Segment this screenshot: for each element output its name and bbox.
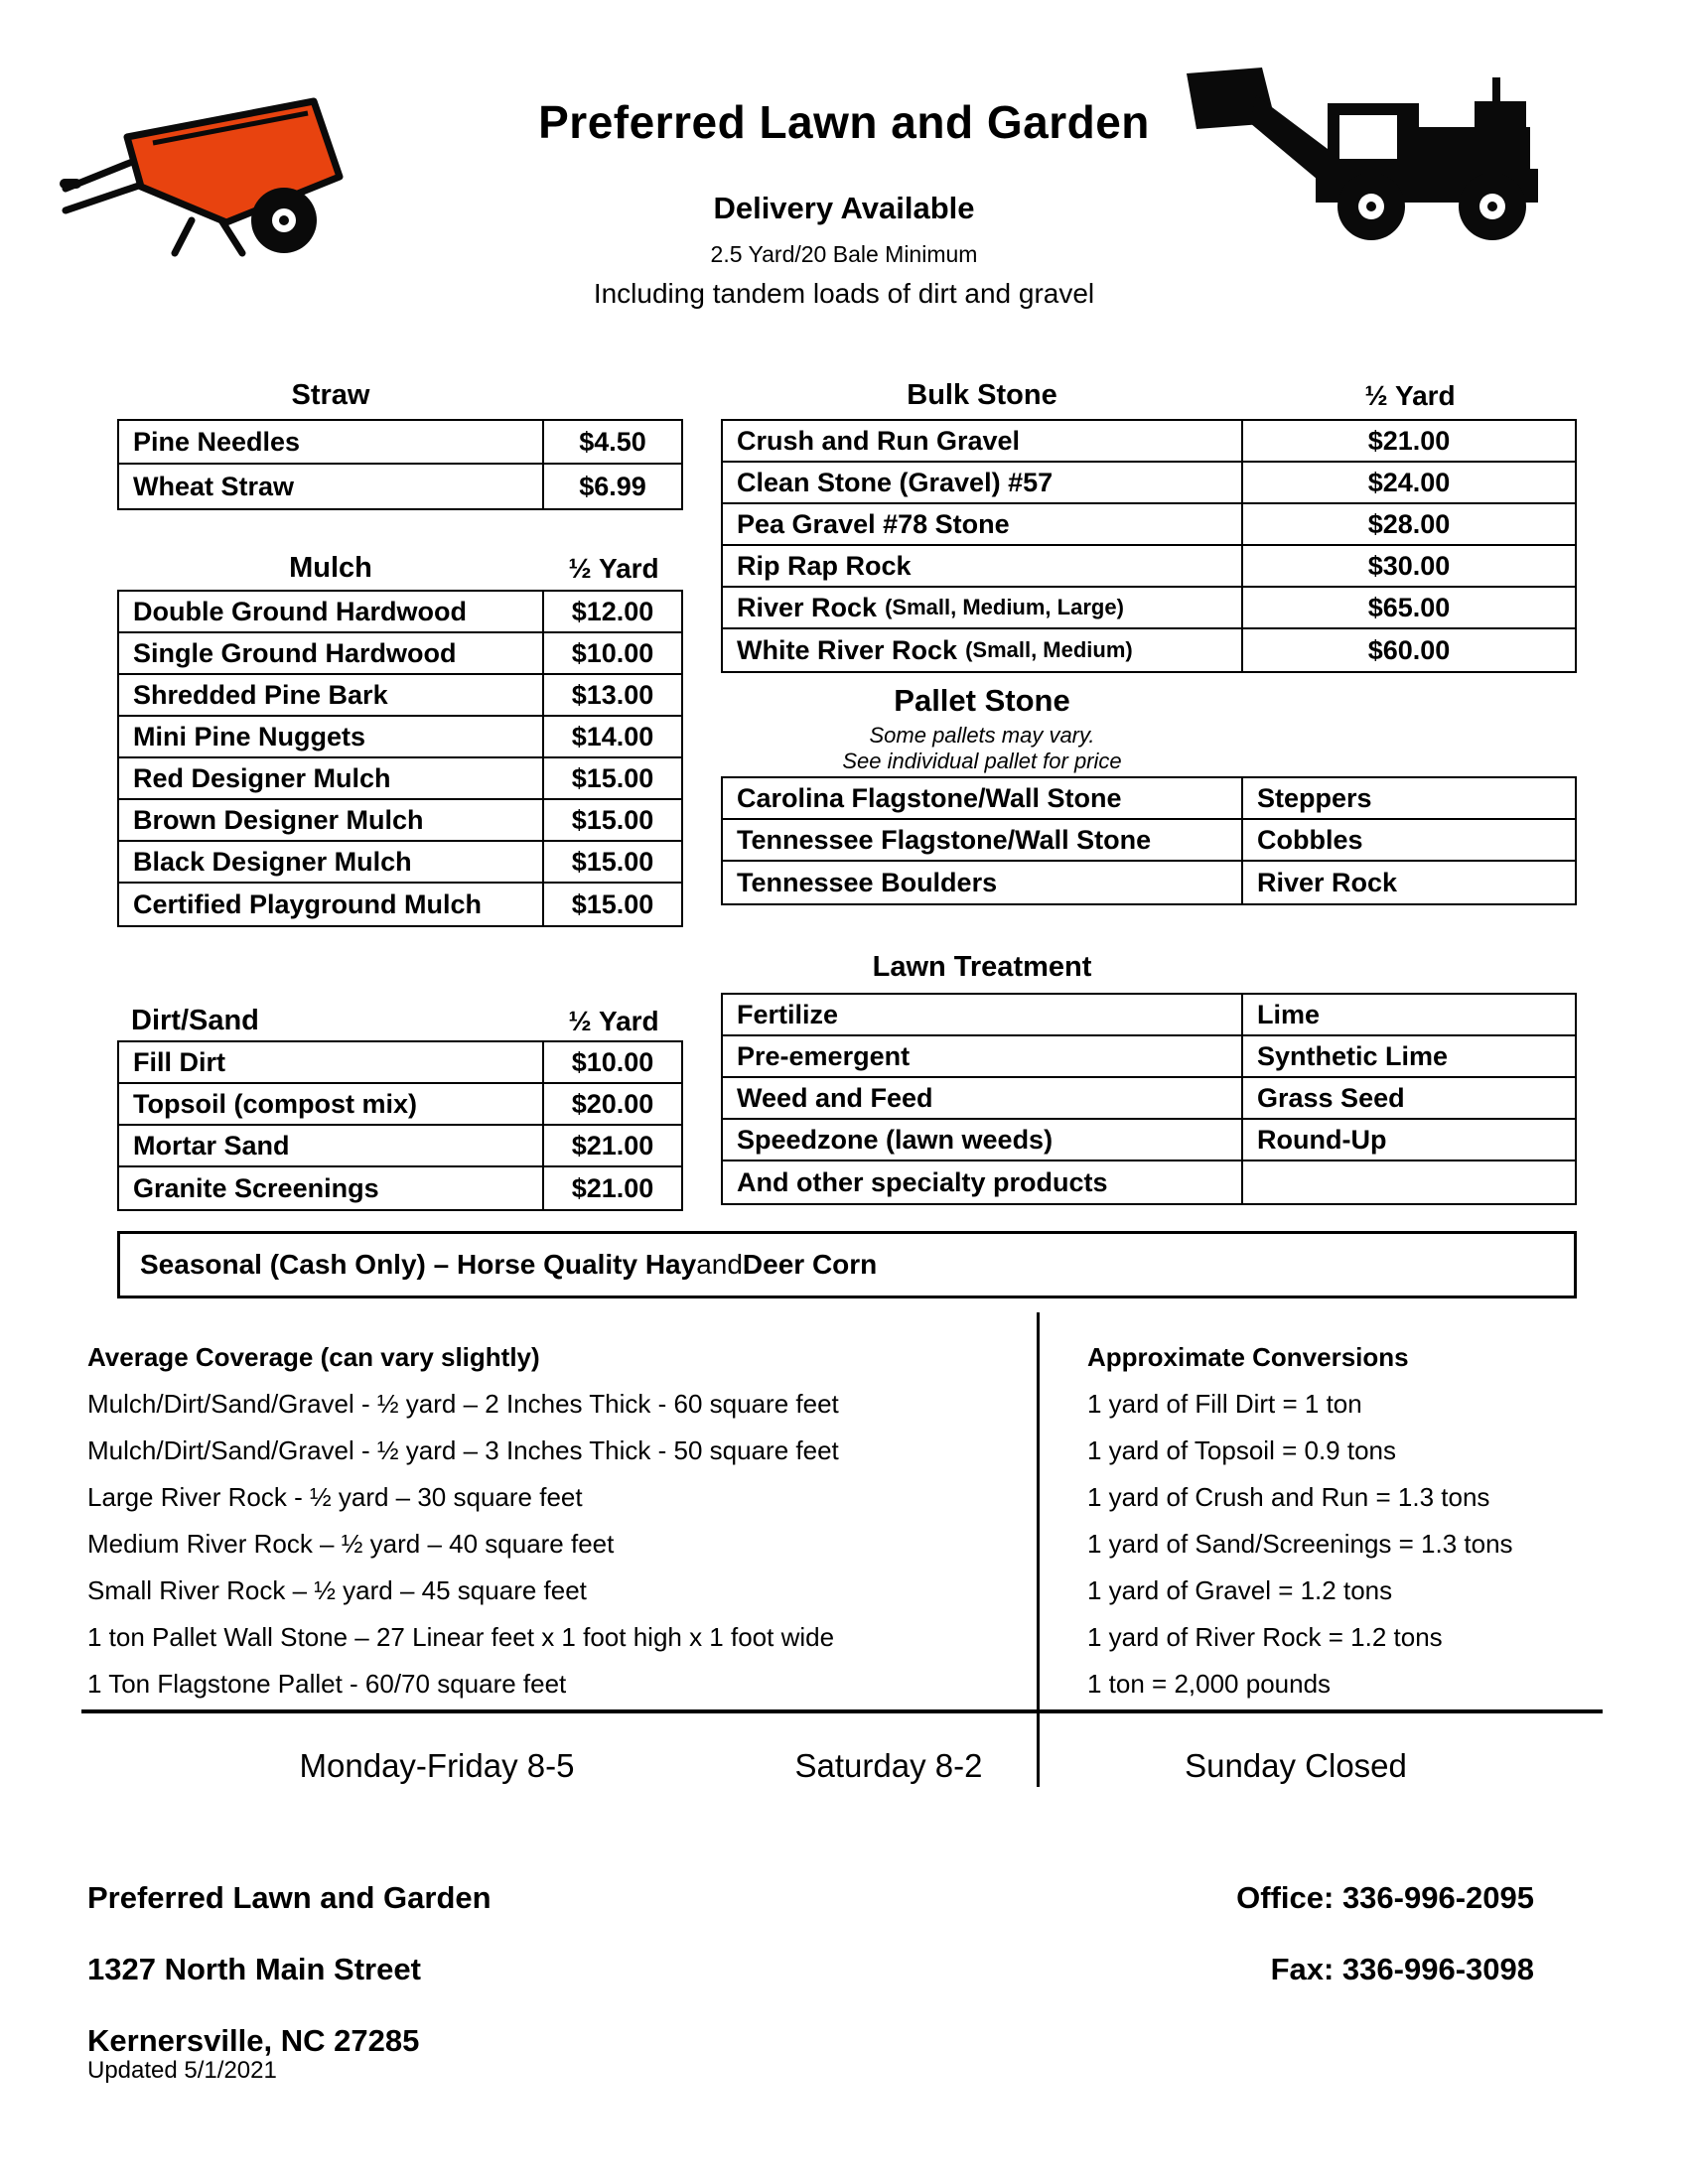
hours-weekdays: Monday-Friday 8-5: [299, 1747, 575, 1784]
table-row: Rip Rap Rock $30.00: [723, 546, 1575, 588]
table-row: Fertilize Lime: [723, 995, 1575, 1036]
horizontal-rule: [81, 1709, 1603, 1713]
table-row: Mini Pine Nuggets $14.00: [119, 717, 681, 758]
mulch-title: Mulch: [289, 552, 372, 584]
table-row: Clean Stone (Gravel) #57 $24.00: [723, 463, 1575, 504]
table-row: Certified Playground Mulch $15.00: [119, 884, 681, 925]
seasonal-text-plain: and: [696, 1249, 743, 1280]
table-row: Pre-emergent Synthetic Lime: [723, 1036, 1575, 1078]
straw-table: [117, 419, 683, 510]
table-row: Pea Gravel #78 Stone $28.00: [723, 504, 1575, 546]
table-row: And other specialty products: [723, 1161, 1575, 1203]
table-row: Red Designer Mulch $15.00: [119, 758, 681, 800]
table-row: Speedzone (lawn weeds) Round-Up: [723, 1120, 1575, 1161]
table-row: Shredded Pine Bark $13.00: [119, 675, 681, 717]
bulk-stone-unit-label: ½ Yard: [1364, 380, 1456, 411]
hours-saturday: Saturday 8-2: [794, 1747, 983, 1784]
dirt-sand-unit-label: ½ Yard: [568, 1006, 659, 1036]
page-title: Preferred Lawn and Garden: [538, 96, 1150, 148]
dirt-sand-title: Dirt/Sand: [131, 1005, 259, 1036]
mulch-table: [117, 590, 683, 927]
table-row: Double Ground Hardwood $12.00: [119, 592, 681, 633]
coverage-line: Small River Rock – ½ yard – 45 square feet: [87, 1575, 587, 1605]
table-row: Tennessee Boulders River Rock: [723, 862, 1575, 903]
table-row: Mortar Sand $21.00: [119, 1126, 681, 1167]
dirt-sand-table: [117, 1040, 683, 1211]
table-row: Black Designer Mulch $15.00: [119, 842, 681, 884]
conversion-line: 1 yard of River Rock = 1.2 tons: [1087, 1622, 1443, 1652]
footer-fax-phone: Fax: 336-996-3098: [1270, 1952, 1534, 1986]
footer-city: Kernersville, NC 27285: [87, 2023, 420, 2058]
table-row: White River Rock (Small, Medium) $60.00: [723, 629, 1575, 671]
pallet-note-2: See individual pallet for price: [842, 749, 1122, 773]
conversion-line: 1 yard of Fill Dirt = 1 ton: [1087, 1389, 1362, 1419]
mulch-unit-label: ½ Yard: [568, 553, 659, 584]
coverage-line: Mulch/Dirt/Sand/Gravel - ½ yard – 2 Inches Thick - 60 square feet: [87, 1389, 839, 1419]
table-row: Carolina Flagstone/Wall Stone Steppers: [723, 778, 1575, 820]
table-row: Topsoil (compost mix) $20.00: [119, 1084, 681, 1126]
bulk-stone-table: [721, 419, 1577, 673]
tandem-line: Including tandem loads of dirt and gravel: [593, 278, 1095, 309]
table-row: Granite Screenings $21.00: [119, 1167, 681, 1209]
bulk-stone-title: Bulk Stone: [907, 379, 1057, 411]
table-row: Crush and Run Gravel $21.00: [723, 421, 1575, 463]
hours-sunday: Sunday Closed: [1185, 1747, 1407, 1784]
table-row: River Rock (Small, Medium, Large) $65.00: [723, 588, 1575, 629]
conversion-line: 1 ton = 2,000 pounds: [1087, 1669, 1332, 1699]
coverage-line: 1 ton Pallet Wall Stone – 27 Linear feet x 1 foot high x 1 foot wide: [87, 1622, 835, 1652]
seasonal-text-bold2: Deer Corn: [742, 1249, 878, 1280]
lawn-treatment-title: Lawn Treatment: [872, 951, 1092, 983]
table-row: Single Ground Hardwood $10.00: [119, 633, 681, 675]
table-row: Wheat Straw $6.99: [119, 465, 681, 508]
conversion-line: 1 yard of Sand/Screenings = 1.3 tons: [1087, 1529, 1513, 1559]
table-row: Pine Needles $4.50: [119, 421, 681, 465]
conversion-line: 1 yard of Crush and Run = 1.3 tons: [1087, 1482, 1490, 1512]
footer-company: Preferred Lawn and Garden: [87, 1880, 492, 1915]
pallet-stone-table: [721, 776, 1577, 905]
table-row: Fill Dirt $10.00: [119, 1042, 681, 1084]
column-divider-line: [1037, 1312, 1040, 1787]
straw-title: Straw: [291, 379, 370, 411]
pallet-stone-title: Pallet Stone: [894, 683, 1070, 718]
table-row: Tennessee Flagstone/Wall Stone Cobbles: [723, 820, 1575, 862]
coverage-line: Medium River Rock – ½ yard – 40 square feet: [87, 1529, 615, 1559]
conversion-line: 1 yard of Topsoil = 0.9 tons: [1087, 1435, 1396, 1465]
seasonal-banner: [117, 1231, 1577, 1298]
coverage-line: Large River Rock - ½ yard – 30 square feet: [87, 1482, 583, 1512]
coverage-line: 1 Ton Flagstone Pallet - 60/70 square feet: [87, 1669, 567, 1699]
lawn-treatment-table: [721, 993, 1577, 1205]
footer-street: 1327 North Main Street: [87, 1952, 421, 1986]
delivery-subtitle: Delivery Available: [713, 191, 975, 225]
table-row: Brown Designer Mulch $15.00: [119, 800, 681, 842]
conversion-line: 1 yard of Gravel = 1.2 tons: [1087, 1575, 1393, 1605]
conversions-title: Approximate Conversions: [1087, 1342, 1409, 1372]
table-row: Weed and Feed Grass Seed: [723, 1078, 1575, 1120]
pallet-note-1: Some pallets may vary.: [869, 723, 1095, 748]
seasonal-text-bold: Seasonal (Cash Only) – Horse Quality Hay: [140, 1249, 697, 1280]
minimum-line: 2.5 Yard/20 Bale Minimum: [710, 241, 978, 267]
coverage-title: Average Coverage (can vary slightly): [87, 1342, 540, 1372]
updated-date: Updated 5/1/2021: [87, 2057, 277, 2084]
footer-office-phone: Office: 336-996-2095: [1236, 1880, 1534, 1915]
coverage-line: Mulch/Dirt/Sand/Gravel - ½ yard – 3 Inches Thick - 50 square feet: [87, 1435, 839, 1465]
